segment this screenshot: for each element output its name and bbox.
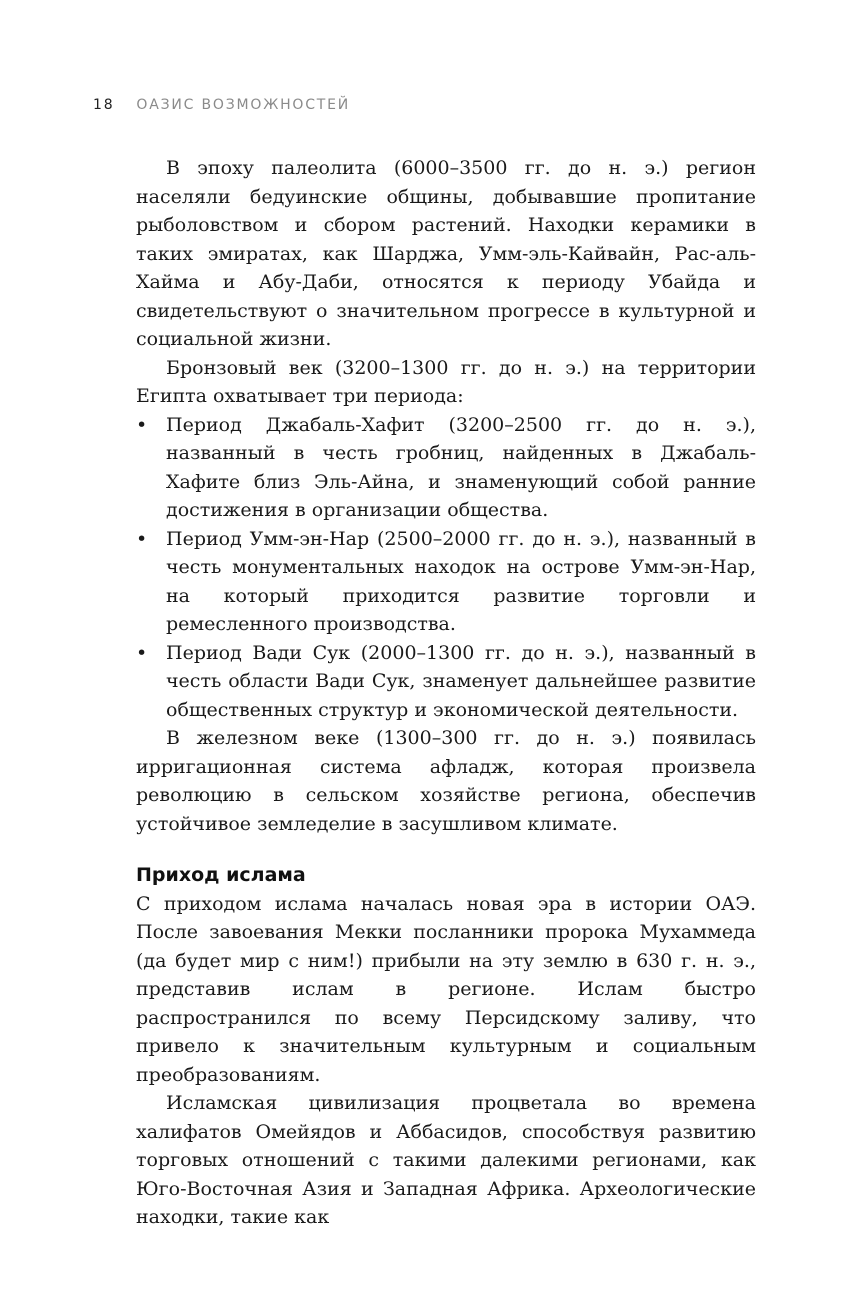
list-item <box>136 525 756 639</box>
paragraph-bronze-age: Бронзовый век (3200–1300 гг. до н. э.) на территории Египта охватывает три периода: <box>136 356 756 407</box>
paragraph-islam-arrival: С приходом ислама началась новая эра в истории ОАЭ. После завоевания Мекки посланники пророка Мухаммеда (да будет мир с ним!) прибыли на эту землю в 630 г. н. э., представив ислам в регионе. Ислам быстро распространился по всему Персидскому заливу, что привело к значительным культурным и социальным преобразованиям. <box>136 892 756 1086</box>
list-item-text: Период Умм-эн-Нар (2500–2000 гг. до н. э.), названный в честь монументальных находок на острове Умм-эн-Нар, на который приходится развитие торговли и ремесленного производства. <box>166 527 756 635</box>
section-heading: Приход ислама <box>136 864 306 886</box>
bullet-icon: • <box>136 527 148 550</box>
list-item-text: Период Джабаль-Хафит (3200–2500 гг. до н. э.), названный в честь гробниц, найденных в Джабаль-Хафите близ Эль-Айна, и знаменующий собой ранние достижения в организации общества. <box>166 413 756 521</box>
paragraph-islamic-civilization: Исламская цивилизация процветала во времена халифатов Омейядов и Аббасидов, способствуя развитию торговых отношений с такими далекими регионами, как Юго-Восточная Азия и Западная Африка. Археологические находки, такие как <box>136 1092 756 1228</box>
list-item <box>136 411 756 525</box>
bronze-periods-list <box>136 411 756 725</box>
page-body <box>136 154 756 1232</box>
page-number: 18 <box>93 97 115 113</box>
list-item <box>136 639 756 725</box>
running-head <box>93 97 350 113</box>
bullet-icon: • <box>136 413 148 436</box>
book-title: ОАЗИС ВОЗМОЖНОСТЕЙ <box>136 97 351 113</box>
bullet-icon: • <box>136 641 148 664</box>
paragraph-paleolithic: В эпоху палеолита (6000–3500 гг. до н. э.) регион населяли бедуинские общины, добывавшие пропитание рыболовством и сбором растений. Находки керамики в таких эмиратах, как Шарджа, Умм-эль-Кайвайн, Рас-аль-Хайма и Абу-Даби, относятся к периоду Убайда и свидетельствуют о значительном прогрессе в культурной и социальной жизни. <box>136 157 756 350</box>
paragraph-iron-age: В железном веке (1300–300 гг. до н. э.) появилась ирригационная система афладж, которая произвела революцию в сельском хозяйстве региона, обеспечив устойчивое земледелие в засушливом климате. <box>136 727 756 835</box>
list-item-text: Период Вади Сук (2000–1300 гг. до н. э.), названный в честь области Вади Сук, знаменует дальнейшее развитие общественных структур и экономической деятельности. <box>166 641 756 721</box>
